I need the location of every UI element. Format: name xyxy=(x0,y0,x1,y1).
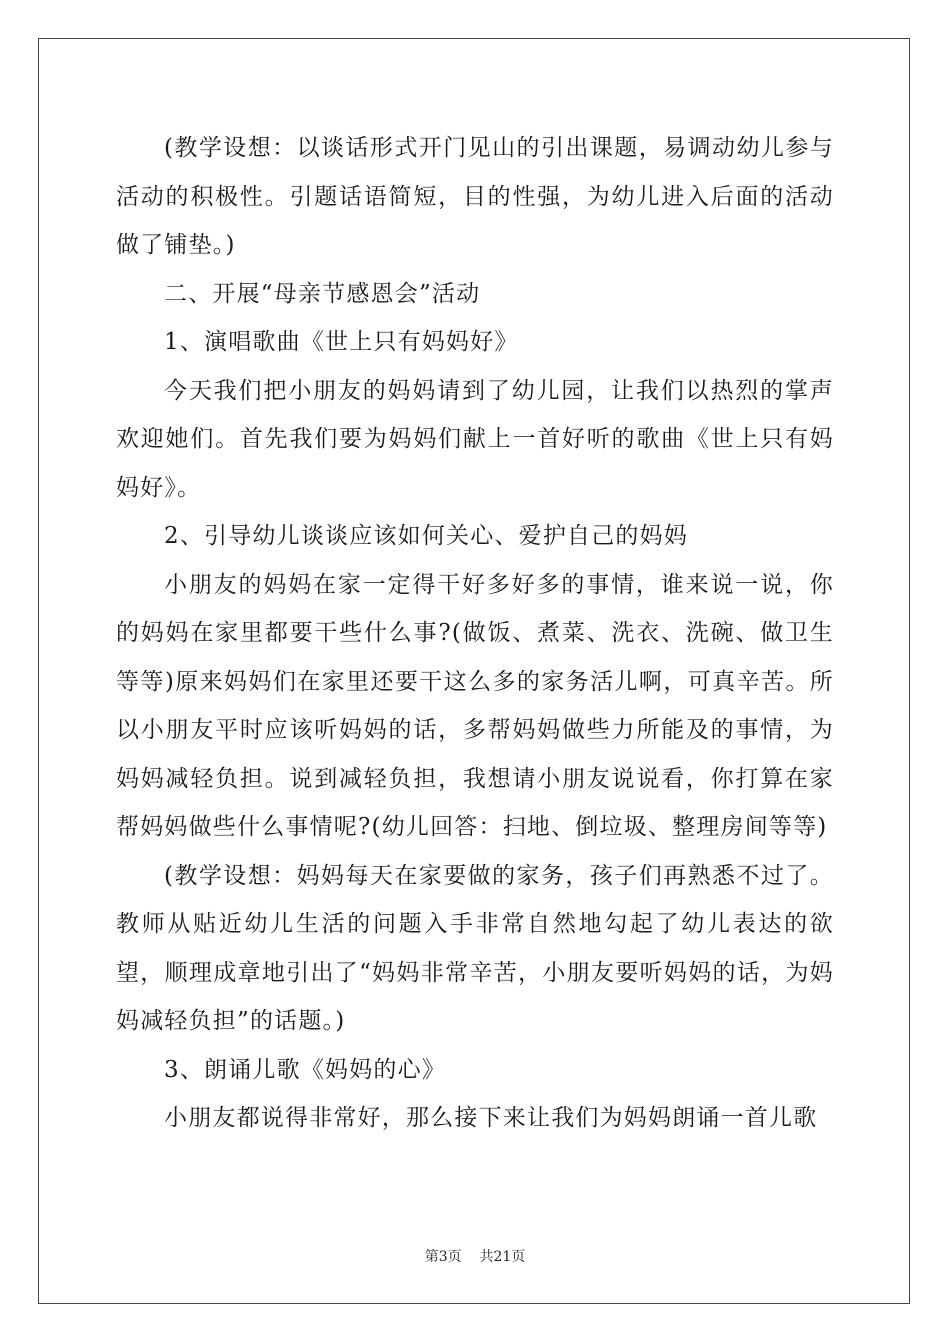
page-number-footer: 第3页 共21页 xyxy=(424,1249,526,1265)
paragraph-song-intro: 今天我们把小朋友的妈妈请到了幼儿园，让我们以热烈的掌声欢迎她们。首先我们要为妈妈们献上一首好听的歌曲《世上只有妈妈好》。 xyxy=(116,377,834,501)
paragraph-teaching-note-2: (教学设想：妈妈每天在家要做的家务，孩子们再熟悉不过了。教师从贴近幼儿生活的问题入手非常自然地勾起了幼儿表达的欲望，顺理成章地引出了“妈妈非常辛苦，小朋友要听妈妈的话，为妈妈减轻负担”的话题。) xyxy=(116,862,834,1034)
section-heading-2: 二、开展“母亲节感恩会”活动 xyxy=(164,280,481,307)
paragraph-discussion: 小朋友的妈妈在家一定得干好多好多的事情，谁来说一说，你的妈妈在家里都要干些什么事?(做饭、煮菜、洗衣、洗碗、做卫生等等)原来妈妈们在家里还要干这么多的家务活儿啊，可真辛苦。所以小朋友平时应该听妈妈的话，多帮妈妈做些力所能及的事情，为妈妈减轻负担。说到减轻负担，我想请小朋友说说看，你打算在家帮妈妈做些什么事情呢?(幼儿回答：扫地、倒垃圾、整理房间等等) xyxy=(116,571,834,840)
paragraph-teaching-note-1: (教学设想：以谈话形式开门见山的引出课题，易调动幼儿参与活动的积极性。引题话语简短，目的性强，为幼儿进入后面的活动做了铺垫。) xyxy=(116,135,834,258)
paragraph-recitation: 小朋友都说得非常好，那么接下来让我们为妈妈朗诵一首儿歌 xyxy=(164,1105,818,1131)
subheading-2: 2、引导幼儿谈谈应该如何关心、爱护自己的妈妈 xyxy=(164,523,689,549)
subheading-1: 1、演唱歌曲《世上只有妈妈好》 xyxy=(164,329,519,355)
document-body xyxy=(116,124,834,1143)
subheading-3: 3、朗诵儿歌《妈妈的心》 xyxy=(164,1056,447,1083)
